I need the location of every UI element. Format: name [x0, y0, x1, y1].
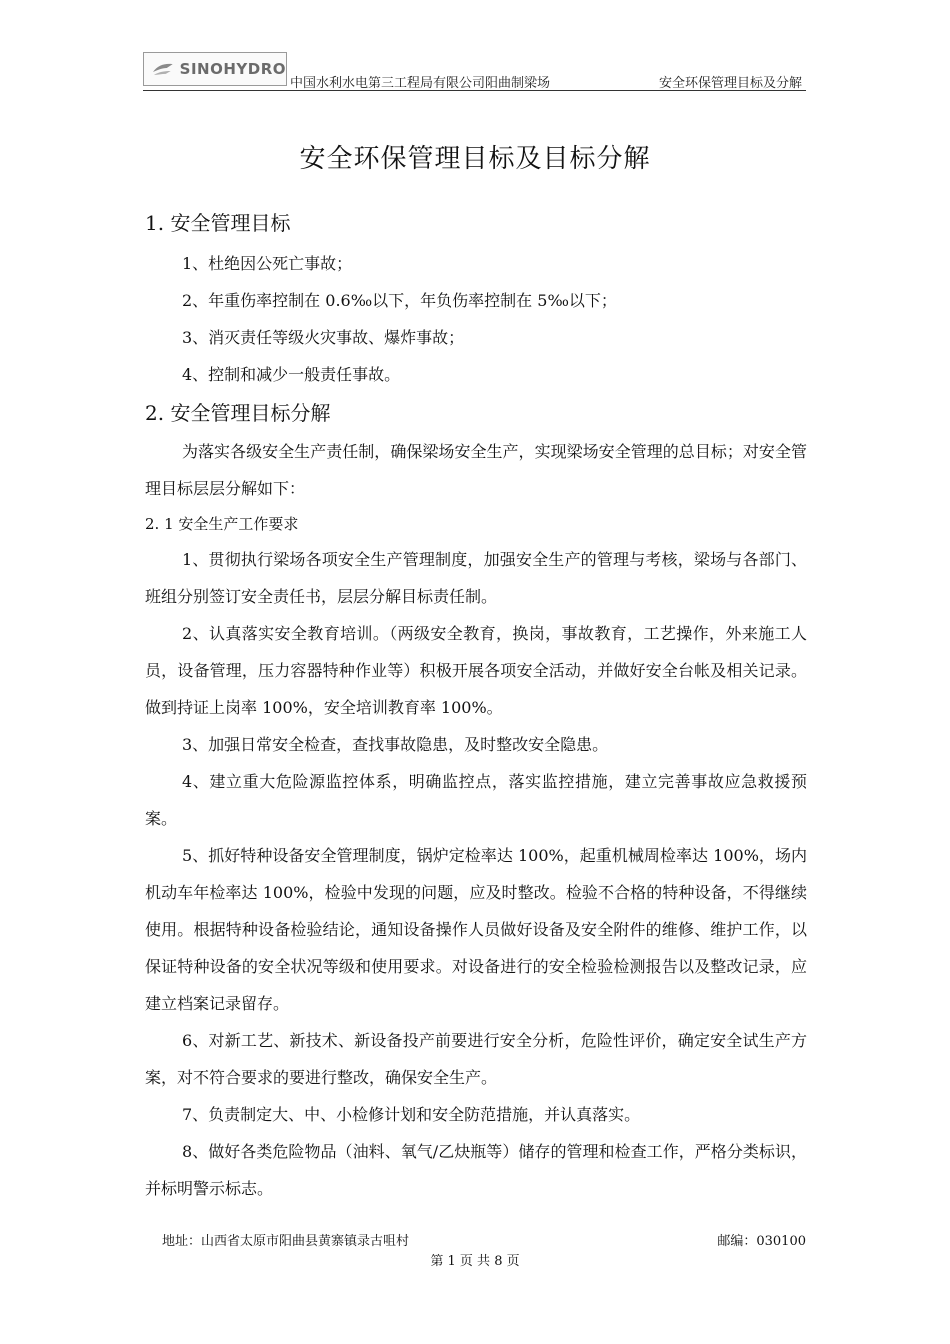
subsection-heading: 2. 1 安全生产工作要求	[145, 515, 299, 533]
section2-heading: 2. 安全管理目标分解	[145, 401, 331, 425]
list-item: 4、控制和减少一般责任事故。	[182, 365, 401, 384]
logo-text: SINOHYDRO	[179, 60, 286, 78]
header-company: 中国水利水电第三工程局有限公司阳曲制梁场	[290, 76, 551, 91]
header-doc-title: 安全环保管理目标及分解	[658, 76, 802, 91]
page-header	[143, 50, 806, 91]
document-title: 安全环保管理目标及目标分解	[299, 144, 651, 174]
paragraph: 2、认真落实安全教育培训。（两级安全教育，换岗，事故教育，工艺操作，外来施工人员，设备管理，压力容器特种作业等）积极开展各项安全活动，并做好安全台帐及相关记录。做到持证上岗率 100%，安全培训教育率 100%。	[145, 624, 807, 717]
paragraph: 7、负责制定大、中、小检修计划和安全防范措施，并认真落实。	[182, 1105, 641, 1124]
company-logo	[143, 52, 287, 86]
paragraph: 5、抓好特种设备安全管理制度，锅炉定检率达 100%，起重机械周检率达 100%，场内机动车年检率达 100%，检验中发现的问题，应及时整改。检验不合格的特种设备，不得继续使用。根据特种设备检验结论，通知设备操作人员做好设备及安全附件的维修、维护工作，以保证特种设备的安全状况等级和使用要求。对设备进行的安全检验检测报告以及整改记录，应建立档案记录留存。	[145, 846, 807, 1013]
paragraph: 1、贯彻执行梁场各项安全生产管理制度，加强安全生产的管理与考核，梁场与各部门、班组分别签订安全责任书，层层分解目标责任制。	[145, 550, 807, 606]
paragraph: 8、做好各类危险物品（油料、氧气/乙炔瓶等）储存的管理和检查工作，严格分类标识，并标明警示标志。	[145, 1142, 807, 1198]
section1-heading: 1. 安全管理目标	[145, 211, 291, 235]
document-body	[145, 205, 807, 1207]
list-item: 3、消灭责任等级火灾事故、爆炸事故；	[182, 328, 465, 347]
page-number: 第 1 页 共 8 页	[430, 1254, 520, 1269]
footer-address: 地址：山西省太原市阳曲县黄寨镇录古咀村	[162, 1234, 410, 1249]
footer-postcode: 邮编：030100	[717, 1234, 806, 1249]
list-item: 1、杜绝因公死亡事故；	[182, 254, 353, 273]
sinohydro-logo-icon	[150, 59, 176, 79]
paragraph: 3、加强日常安全检查，查找事故隐患，及时整改安全隐患。	[182, 735, 609, 754]
paragraph: 4、建立重大危险源监控体系，明确监控点，落实监控措施，建立完善事故应急救援预案。	[145, 772, 807, 828]
section2-intro: 为落实各级安全生产责任制，确保梁场安全生产，实现梁场安全管理的总目标；对安全管理目标层层分解如下：	[145, 442, 807, 498]
paragraph: 6、对新工艺、新技术、新设备投产前要进行安全分析，危险性评价，确定安全试生产方案，对不符合要求的要进行整改，确保安全生产。	[145, 1031, 807, 1087]
list-item: 2、年重伤率控制在 0.6‰以下，年负伤率控制在 5‰以下；	[182, 291, 617, 310]
